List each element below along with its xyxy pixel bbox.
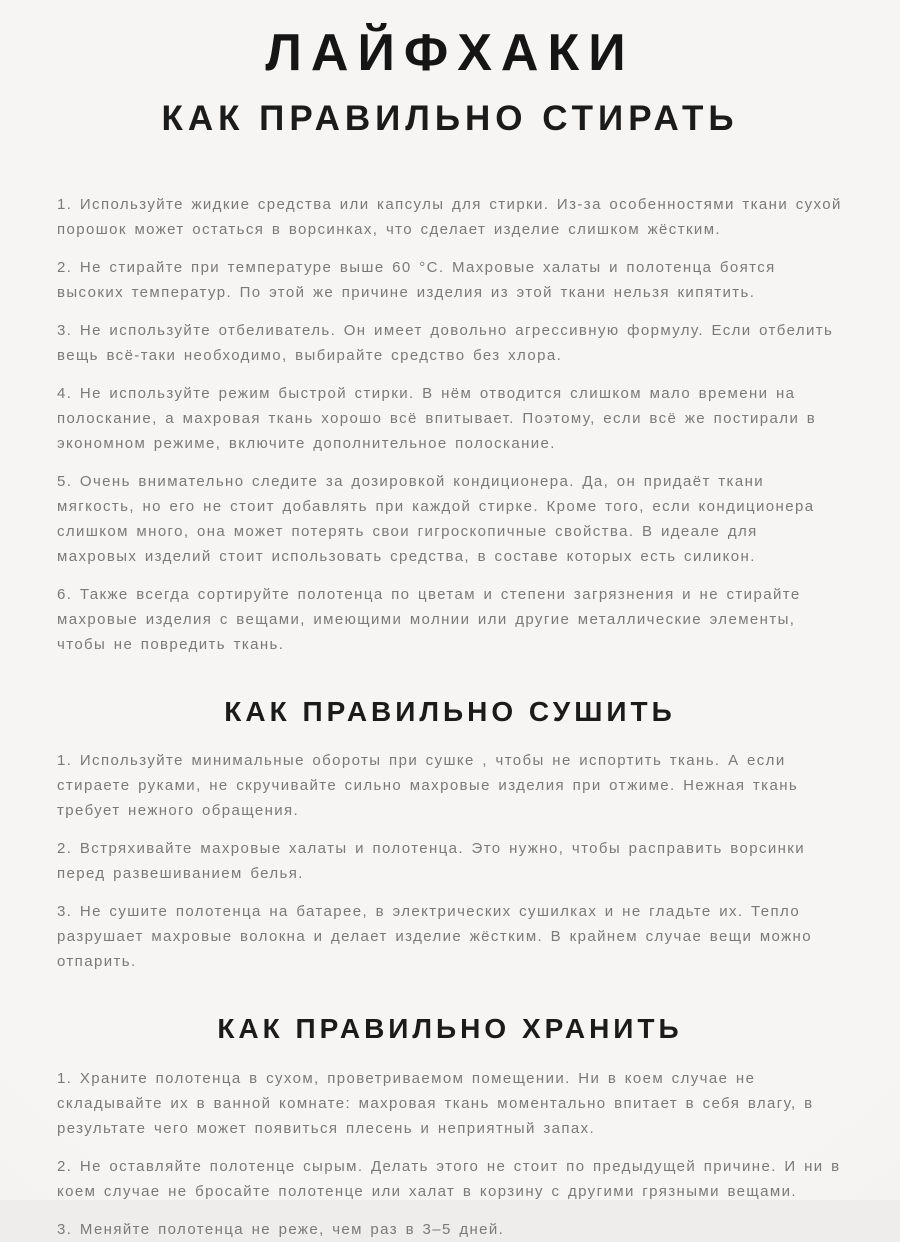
washing-tip-3: 3. Не используйте отбеливатель. Он имеет довольно агрессивную формулу. Если отбелить вещь всё-таки необходимо, выбирайте средство без хлора. [57,321,834,364]
washing-tip-5: 5. Очень внимательно следите за дозировкой кондиционера. Да, он придаёт ткани мягкость, но его не стоит добавлять при каждой стирке. Кроме того, если кондиционера слишком много, она может потерять свои гигроскопичные свойства. В идеале для махровых изделий стоит использовать средства, в составе которых есть силикон. [57,472,815,565]
drying-tips-list [57,748,843,974]
storing-tip-2: 2. Не оставляйте полотенце сырым. Делать этого не стоит по предыдущей причине. И ни в коем случае не бросайте полотенце или халат в корзину с другими грязными вещами. [57,1157,841,1200]
washing-tip-1: 1. Используйте жидкие средства или капсулы для стирки. Из-за особенностями ткани сухой порошок может остаться в ворсинках, что сделает изделие слишком жёстким. [57,195,842,238]
drying-tip-1: 1. Используйте минимальные обороты при сушке , чтобы не испортить ткань. А если стираете руками, не скручивайте сильно махровые изделия при отжиме. Нежная ткань требует нежного обращения. [57,752,799,820]
storing-tip-1: 1. Храните полотенца в сухом, проветриваемом помещении. Ни в коем случае не складывайте их в ванной комнате: махровая ткань моментально впитает в себя влагу, в результате чего может появиться плесень и неприятный запах. [57,1069,814,1137]
storing-tip-3: 3. Меняйте полотенца не реже, чем раз в 3–5 дней. [57,1220,505,1238]
washing-tip-2: 2. Не стирайте при температуре выше 60 °С. Махровые халаты и полотенца боятся высоких температур. По этой же причине изделия из этой ткани нельзя кипятить. [57,258,776,301]
washing-tip-6: 6. Также всегда сортируйте полотенца по цветам и степени загрязнения и не стирайте махровые изделия с вещами, имеющими молнии или другие металлические элементы, чтобы не повредить ткань. [57,585,801,653]
section-heading-storing: КАК ПРАВИЛЬНО ХРАНИТЬ [217,1013,683,1045]
drying-tip-3: 3. Не сушите полотенца на батарее, в электрических сушилках и не гладьте их. Тепло разрушает махровые волокна и делает изделие жёстким. В крайнем случае вещи можно отпарить. [57,903,812,971]
page-title: ЛАЙФХАКИ [265,24,635,82]
storing-tips-list [57,1066,843,1242]
washing-tip-4: 4. Не используйте режим быстрой стирки. В нём отводится слишком мало времени на полоскание, а махровая ткань хорошо всё впитывает. Поэтому, если всё же постирали в экономном режиме, включите дополнительное полоскание. [57,384,817,452]
washing-tips-list [57,192,843,657]
section-heading-drying: КАК ПРАВИЛЬНО СУШИТЬ [224,695,676,727]
drying-tip-2: 2. Встряхивайте махровые халаты и полотенца. Это нужно, чтобы расправить ворсинки перед развешиванием белья. [57,840,806,883]
section-heading-washing: КАК ПРАВИЛЬНО СТИРАТЬ [161,98,739,138]
